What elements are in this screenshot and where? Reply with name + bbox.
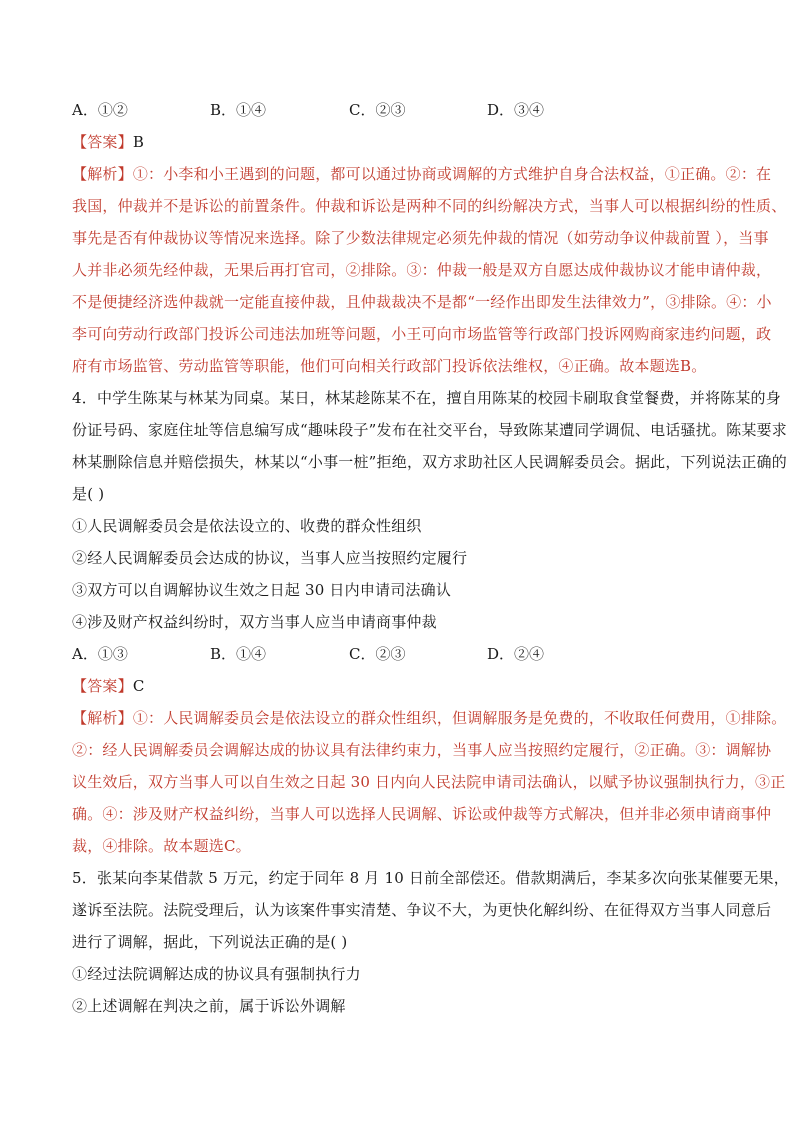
q4-statement: ②经人民调解委员会达成的协议，当事人应当按照约定履行	[72, 549, 468, 567]
q5-stem-line: 遂诉至法院。法院受理后，认为该案件事实清楚、争议不大，为更快化解纠纷、在征得双方当事人同意后	[72, 901, 772, 919]
q4-analysis-line: 议生效后，双方当事人可以自生效之日起 30 日内向人民法院申请司法确认，以赋予协议强制执行力，③正	[72, 773, 786, 791]
q4-option-b: B．①④	[210, 645, 267, 663]
q3-option-a: A．①②	[72, 101, 128, 119]
answer-label: 【答案】	[72, 677, 133, 695]
q5-stem-line: 5．张某向李某借款 5 万元，约定于同年 8 月 10 日前全部偿还。借款期满后，李某多次向张某催要无果，	[72, 869, 789, 887]
q4-statement: ①人民调解委员会是依法设立的、收费的群众性组织	[72, 517, 422, 535]
q4-analysis-line	[72, 708, 787, 728]
q4-statement: ④涉及财产权益纠纷时，双方当事人应当申请商事仲裁	[72, 613, 437, 631]
q4-stem-line: 4．中学生陈某与林某为同桌。某日，林某趁陈某不在，擅自用陈某的校园卡刷取食堂餐费，并将陈某的身	[72, 389, 781, 407]
answer-label: 【答案】	[72, 133, 133, 151]
analysis-text: ①：人民调解委员会是依法设立的群众性组织，但调解服务是免费的，不收取任何费用，①排除。	[132, 709, 787, 727]
answer-value: B	[132, 133, 145, 151]
q3-analysis-line: 人并非必须先经仲裁，无果后再打官司，②排除。③：仲裁一般是双方自愿达成仲裁协议才能申请仲裁，	[72, 261, 772, 279]
q4-answer	[72, 676, 724, 696]
q3-option-c: C．②③	[349, 101, 406, 119]
q5-stem-line: 进行了调解，据此，下列说法正确的是( )	[72, 933, 348, 951]
q4-option-a: A．①③	[72, 645, 128, 663]
q3-analysis-line: 事先是否有仲裁协议等情况来选择。除了少数法律规定必须先仲裁的情况（如劳动争议仲裁前置 ），当事	[72, 229, 769, 247]
analysis-label: 【解析】	[72, 165, 133, 183]
answer-value: C	[132, 677, 145, 695]
q4-stem-line: 是( )	[72, 485, 105, 503]
q4-analysis-line: 裁，④排除。故本题选C。	[72, 837, 251, 855]
q4-analysis-line: 确。④：涉及财产权益纠纷，当事人可以选择人民调解、诉讼或仲裁等方式解决，但并非必须申请商事仲	[72, 805, 772, 823]
q4-analysis-line: ②：经人民调解委员会调解达成的协议具有法律约束力，当事人应当按照约定履行，②正确。③：调解协	[72, 741, 772, 759]
q3-option-b: B．①④	[210, 101, 267, 119]
analysis-text: ①：小李和小王遇到的问题，都可以通过协商或调解的方式维护自身合法权益，①正确。②：在	[132, 165, 772, 183]
q3-analysis-line: 府有市场监管、劳动监管等职能，他们可向相关行政部门投诉依法维权，④正确。故本题选B。	[72, 357, 707, 375]
q4-option-c: C．②③	[349, 645, 406, 663]
q3-answer	[72, 132, 724, 152]
q4-statement: ③双方可以自调解协议生效之日起 30 日内申请司法确认	[72, 581, 452, 599]
q5-statement: ②上述调解在判决之前，属于诉讼外调解	[72, 997, 346, 1015]
q3-option-d: D．③④	[487, 101, 545, 119]
q3-analysis-line: 李可向劳动行政部门投诉公司违法加班等问题，小王可向市场监管等行政部门投诉网购商家违约问题，政	[72, 325, 772, 343]
q3-analysis-line	[72, 164, 772, 184]
q3-analysis-line: 不是便捷经济选仲裁就一定能直接仲裁，且仲裁裁决不是都“一经作出即发生法律效力”，③排除。④：小	[72, 293, 772, 311]
analysis-label: 【解析】	[72, 709, 133, 727]
q3-analysis-line: 我国，仲裁并不是诉讼的前置条件。仲裁和诉讼是两种不同的纠纷解决方式，当事人可以根据纠纷的性质、	[72, 197, 787, 215]
q4-stem-line: 林某删除信息并赔偿损失，林某以“小事一桩”拒绝，双方求助社区人民调解委员会。据此，下列说法正确的	[72, 453, 787, 471]
q5-statement: ①经过法院调解达成的协议具有强制执行力	[72, 965, 361, 983]
q4-option-d: D．②④	[487, 645, 545, 663]
q4-stem-line: 份证号码、家庭住址等信息编写成“趣味段子”发布在社交平台，导致陈某遭同学调侃、电话骚扰。陈某要求	[72, 421, 787, 439]
